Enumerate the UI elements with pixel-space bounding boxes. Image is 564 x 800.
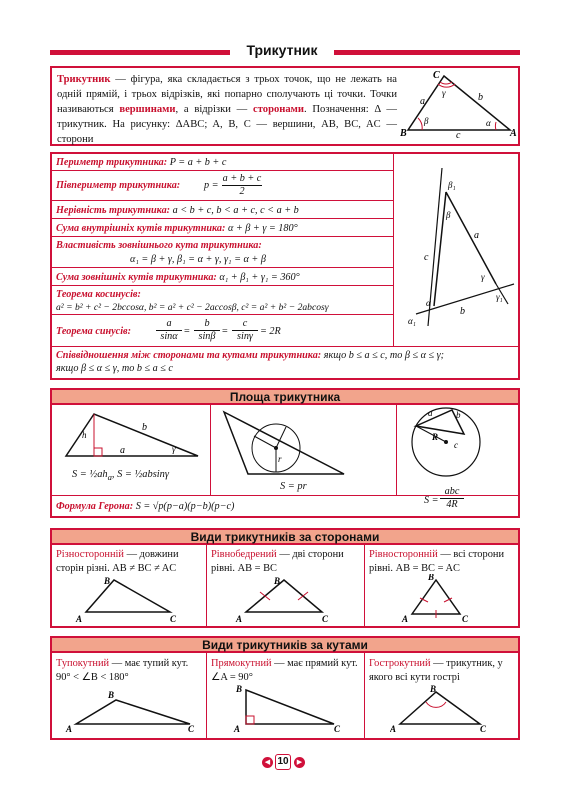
sine-f2n: b — [194, 318, 220, 331]
svg-text:B: B — [104, 576, 111, 586]
sine-f2d: sinβ — [198, 331, 216, 342]
exterior-angle-row: Властивість зовнішнього кута трикутника: — [56, 240, 262, 251]
sine-f3n: c — [232, 318, 258, 331]
svg-text:A: A — [234, 724, 241, 734]
exterior-sum-row: Сума зовнішніх кутів трикутника: α₁ + β₁ + γ₁ = 360° — [56, 272, 300, 283]
area-divider — [396, 405, 397, 495]
svg-text:A: A — [510, 128, 517, 139]
svg-text:B: B — [108, 690, 115, 700]
by-sides-header: Види трикутників за сторонами — [50, 528, 520, 545]
area-formula-3-num: abc — [440, 486, 464, 499]
area-formula-1: $S = \frac{1}{2}ah_a$, S = ½absinγ — [72, 469, 169, 483]
svg-text:b: b — [460, 306, 465, 317]
semiperimeter-formula: p = — [204, 180, 219, 191]
by-sides-divider — [364, 545, 365, 627]
heron-row: Формула Герона: S = √p(p−a)(p−b)(p−c) — [56, 501, 235, 512]
svg-text:b: b — [478, 92, 483, 103]
svg-text:B: B — [236, 684, 243, 694]
svg-text:a: a — [420, 96, 425, 107]
row-line — [51, 285, 393, 286]
svg-text:C: C — [480, 724, 487, 734]
row-line — [51, 346, 519, 347]
acute-triangle-figure — [390, 684, 500, 736]
svg-text:a: a — [120, 445, 125, 456]
perimeter-row: Периметр трикутника: P = a + b + c — [56, 157, 227, 168]
svg-text:A: A — [236, 614, 243, 624]
row-line — [51, 200, 393, 201]
row-line — [51, 267, 393, 268]
right-text: Прямокутний — має прямий кут. ∠A = 90° — [211, 658, 358, 683]
title-rule-left — [50, 50, 230, 55]
svg-text:A: A — [66, 724, 73, 734]
svg-text:C: C — [462, 614, 469, 624]
svg-text:h: h — [82, 430, 87, 440]
by-angles-divider — [206, 653, 207, 739]
area-incircle-figure — [218, 404, 348, 480]
row-line — [51, 236, 393, 237]
exterior-angle-formula: α₁ = β + γ, β₁ = α + γ, γ₁ = α + β — [130, 254, 266, 265]
svg-text:β: β — [424, 116, 429, 126]
svg-text:C: C — [334, 724, 341, 734]
cosine-row: Теорема косинусів: — [56, 289, 141, 300]
sine-f1n: a — [156, 318, 182, 331]
svg-text:γ: γ — [172, 444, 176, 454]
svg-text:C: C — [188, 724, 195, 734]
page-title: Трикутник — [246, 42, 318, 58]
svg-text:A: A — [390, 724, 397, 734]
by-angles-divider — [364, 653, 365, 739]
area-formula-3-pre: S = — [424, 495, 439, 506]
svg-text:β₁: β₁ — [448, 180, 456, 190]
by-sides-divider — [206, 545, 207, 627]
acute-text: Гострокутний — трикутник, у якого всі кути гострі — [369, 658, 503, 683]
scalene-triangle-figure — [70, 576, 190, 624]
ratio-row-2: якщо β ≤ α ≤ γ, то b ≤ a ≤ c — [56, 363, 173, 374]
svg-text:B: B — [428, 574, 435, 582]
svg-text:B: B — [400, 128, 407, 139]
sine-row: Теорема синусів: — [56, 326, 131, 337]
obtuse-text: Тупокутний — має тупий кут. 90° < ∠B < 180° — [56, 658, 189, 683]
svg-text:γ: γ — [442, 88, 446, 98]
definition-triangle-figure — [400, 70, 518, 140]
equilateral-text: Рівносторонній — всі сторони рівні. AB = BC = AC — [369, 549, 505, 574]
svg-text:c: c — [424, 252, 429, 263]
svg-text:α₁: α₁ — [408, 316, 416, 326]
svg-text:a: a — [474, 230, 479, 241]
area-formula-2: S = pr — [280, 481, 307, 492]
sine-tail: = 2R — [260, 326, 281, 337]
svg-text:γ₁: γ₁ — [496, 292, 503, 302]
svg-text:R: R — [432, 432, 439, 442]
isosceles-triangle-figure — [228, 576, 348, 624]
obtuse-triangle-figure — [64, 688, 204, 736]
svg-text:b: b — [142, 422, 147, 433]
svg-text:β: β — [446, 210, 451, 220]
properties-divider — [393, 153, 394, 346]
row-line — [51, 170, 393, 171]
sine-eq2: = — [222, 326, 228, 337]
semiperimeter-row: Півпериметр трикутника: — [56, 180, 181, 191]
area-header: Площа трикутника — [50, 388, 520, 405]
cosine-formula: a² = b² + c² − 2bccosα, b² = a² + c² − 2accosβ, c² = a² + b² − 2abcosγ — [56, 302, 329, 313]
title-rule-right — [334, 50, 520, 55]
equilateral-triangle-figure — [400, 574, 480, 624]
area-circumcircle-figure — [406, 404, 486, 480]
by-angles-header: Види трикутників за кутами — [50, 636, 520, 653]
semiperimeter-den: 2 — [239, 186, 245, 197]
svg-text:B: B — [430, 684, 437, 694]
next-page-icon[interactable]: ▶ — [294, 757, 305, 768]
svg-text:c: c — [454, 440, 458, 450]
angle-sum-row: Сума внутрішніх кутів трикутника: α + β + γ = 180° — [56, 223, 298, 234]
page-number: 10 — [275, 754, 291, 770]
prev-page-icon[interactable]: ◀ — [262, 757, 273, 768]
row-line — [51, 218, 393, 219]
semiperimeter-num: a + b + c — [222, 173, 262, 184]
svg-text:b: b — [456, 410, 461, 420]
sine-eq1: = — [184, 326, 190, 337]
inequality-row: Нерівність трикутника: a < b + c, b < a + c, c < a + b — [56, 205, 299, 216]
sine-f3d: sinγ — [237, 331, 253, 342]
definition-term: Трикутник — [57, 74, 111, 85]
svg-text:C: C — [433, 70, 440, 81]
svg-text:a: a — [428, 408, 433, 418]
area-height-figure — [62, 406, 202, 462]
svg-text:A: A — [76, 614, 83, 624]
right-triangle-figure — [226, 684, 356, 736]
area-divider — [210, 405, 211, 495]
isosceles-text: Рівнобедрений — дві сторони рівні. AB = BC — [211, 549, 344, 574]
row-line — [51, 314, 393, 315]
svg-text:α: α — [426, 298, 431, 308]
svg-text:γ: γ — [481, 272, 485, 282]
svg-text:B: B — [274, 576, 281, 586]
sine-f1d: sinα — [160, 331, 178, 342]
area-formula-3-den: 4R — [446, 499, 458, 510]
svg-text:r: r — [278, 454, 282, 464]
svg-text:C: C — [170, 614, 177, 624]
scalene-text: Різносторонній — довжини сторін різні. AB ≠ BC ≠ AC — [56, 549, 179, 574]
svg-text:A: A — [402, 614, 409, 624]
definition-text: Трикутник — фігура, яка складається з трьох точок, що не лежать на одній прямій, і трьох відрізків, які попарно сполучають ці точки. Точки називаються вершинами, а відрізки — сторонами. Позначення: Δ — трикутник. На рисунку: ΔABC; A, B, C — вершини, AB, BC, AC — сторони — [57, 74, 397, 145]
ratio-row: Співвідношення між сторонами та кутами трикутника: якщо b ≤ a ≤ c, то β ≤ α ≤ γ; — [56, 350, 445, 361]
exterior-angles-figure — [396, 156, 518, 344]
svg-text:c: c — [456, 130, 461, 140]
svg-text:C: C — [322, 614, 329, 624]
svg-text:α: α — [486, 118, 491, 128]
